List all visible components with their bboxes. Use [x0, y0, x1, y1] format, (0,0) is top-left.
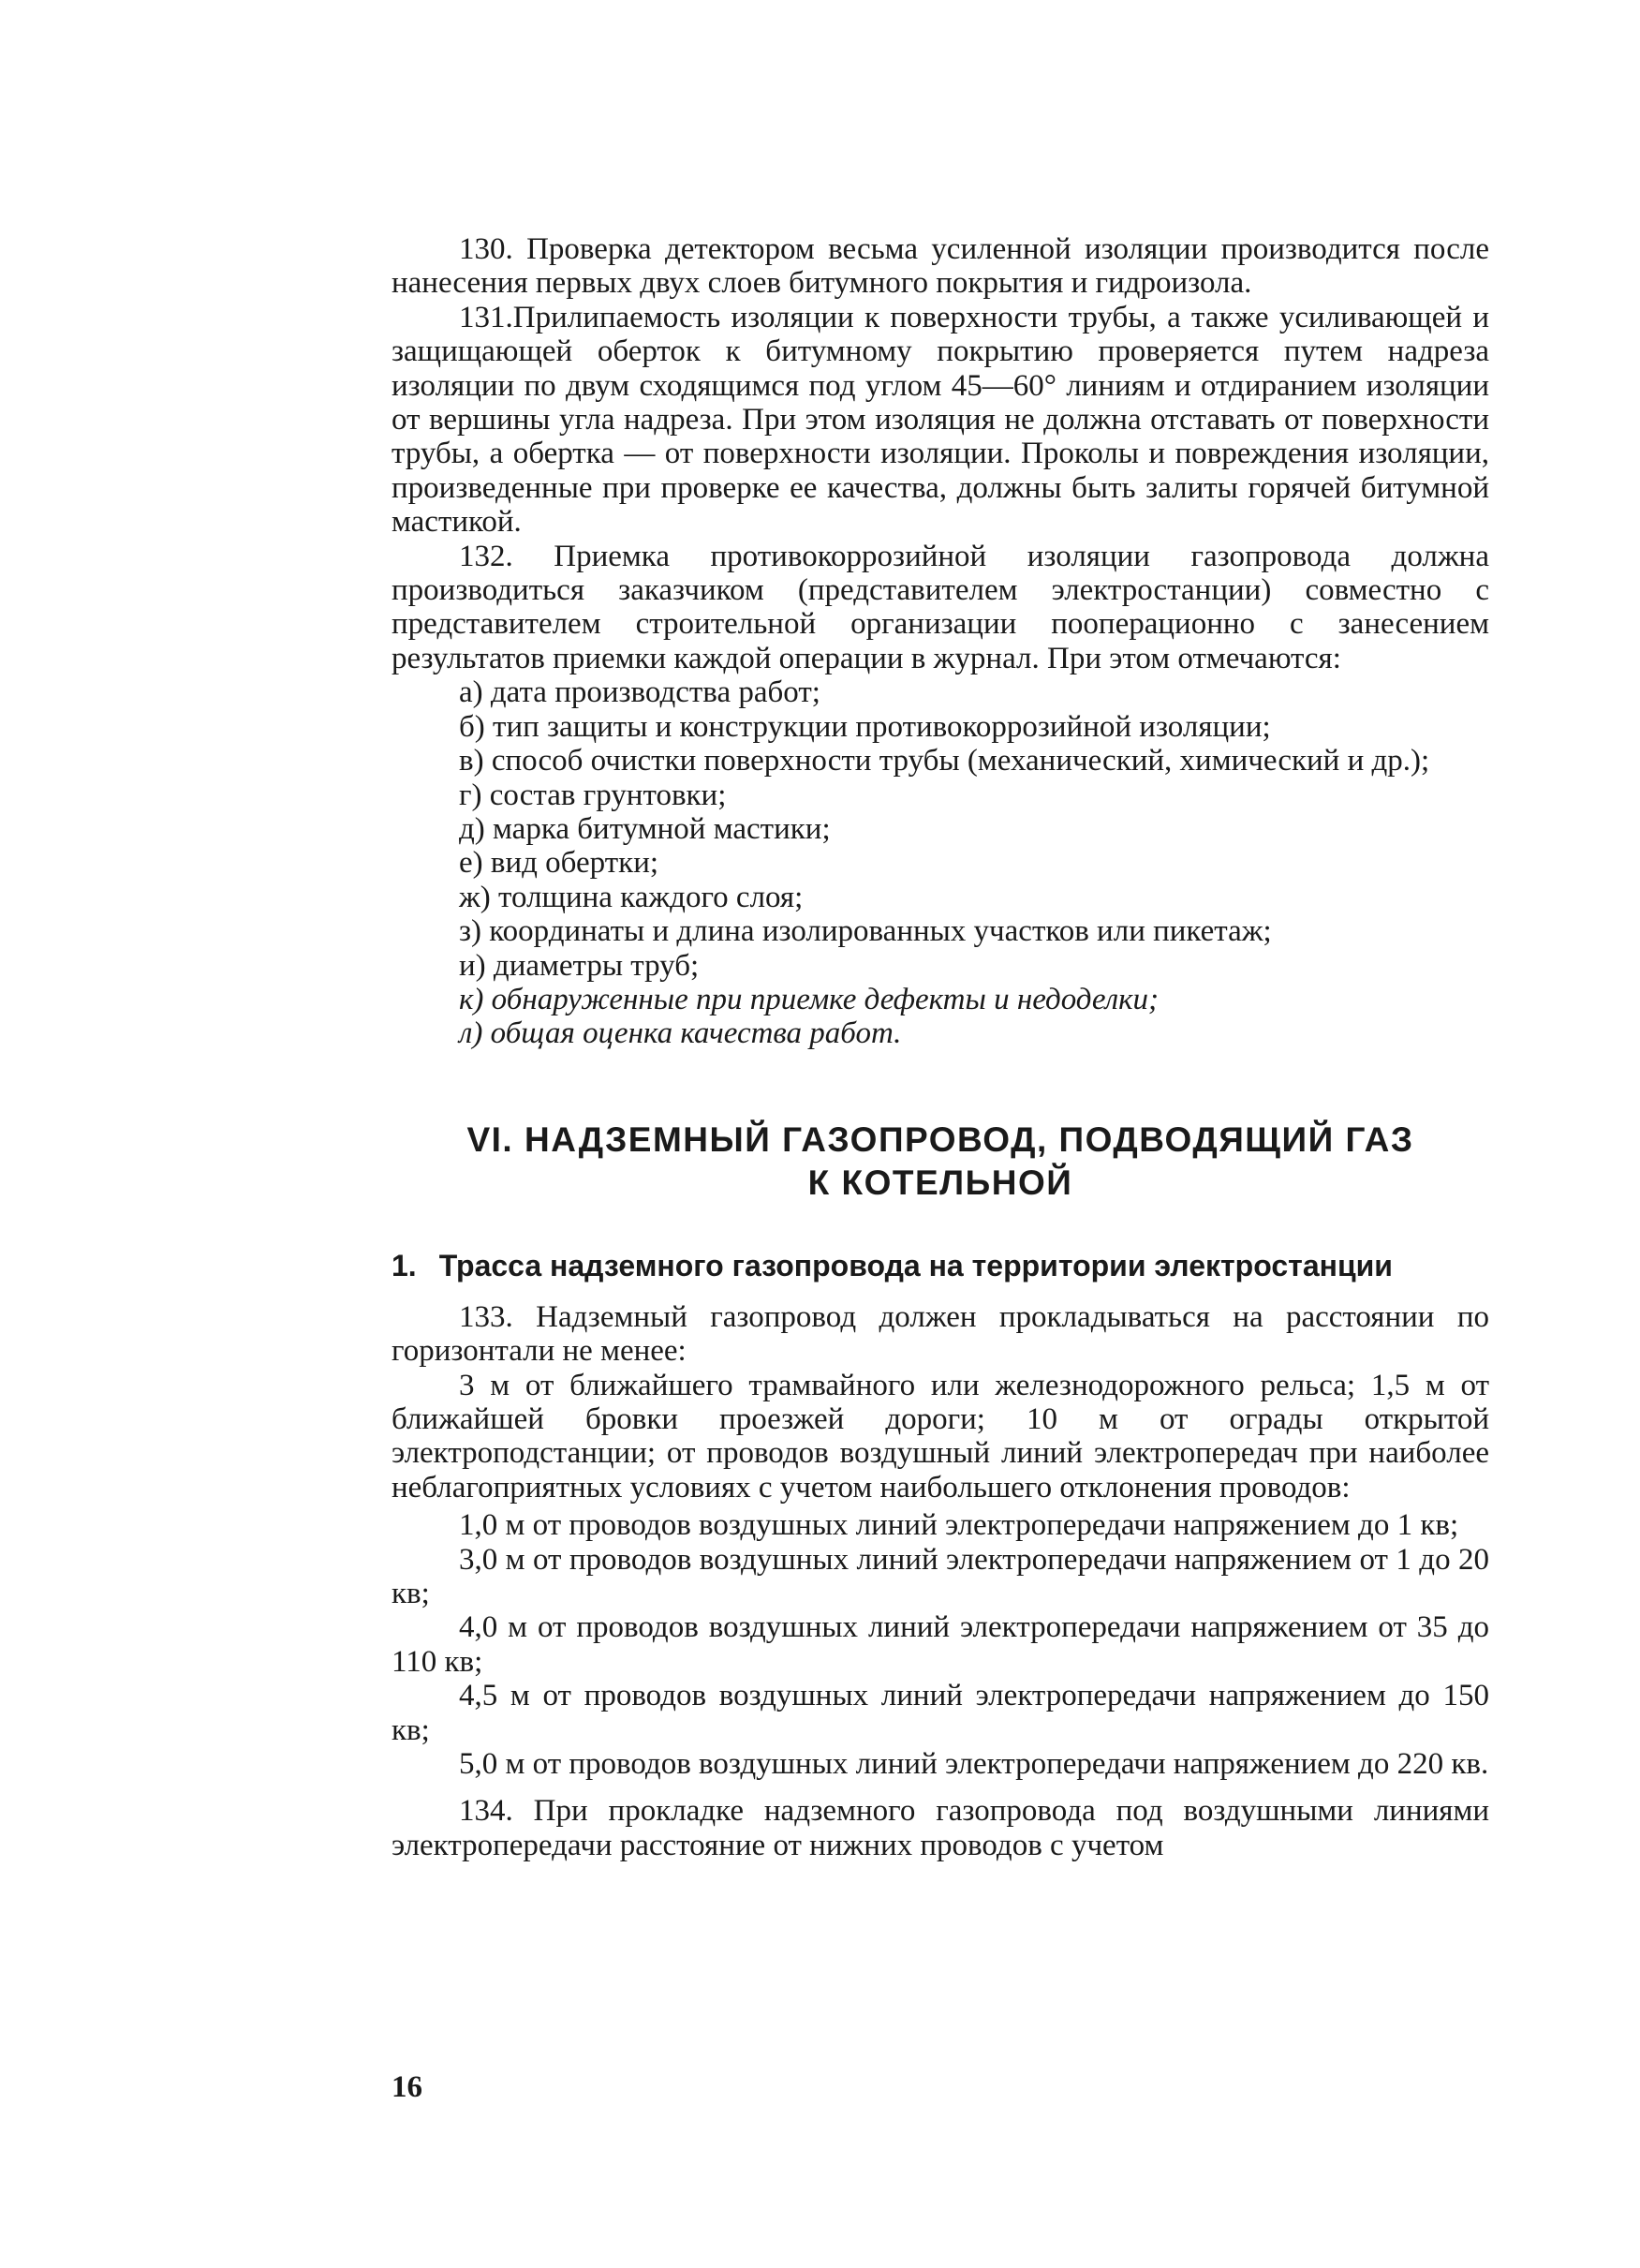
list-item: е) вид обертки;	[459, 846, 659, 881]
section-heading	[392, 1119, 1489, 1205]
paragraph-134: 134. При прокладке надземного газопровода под воздушными линиями электропередачи расстояние от нижних проводов с учетом	[392, 1794, 1489, 1862]
list-item: 1,0 м от проводов воздушных линий электропередачи напряжением до 1 кв;	[459, 1508, 1459, 1543]
subsection-heading	[392, 1248, 1489, 1283]
list-item: ж) толщина каждого слоя;	[459, 880, 804, 914]
list-item: и) диаметры труб;	[459, 948, 700, 983]
list-item: г) состав грунтовки;	[459, 778, 727, 812]
section-title-line-2: К КОТЕЛЬНОЙ	[807, 1163, 1073, 1202]
paragraph-132: 132. Приемка противокоррозийной изоляции газопровода должна производиться заказчиком (представителем электростанции) совместно с представителем строительной организации пооперационно с занесением результатов приемки каждой операции в журнал. При этом отмечаются:	[392, 539, 1489, 675]
paragraph-130: 130. Проверка детектором весьма усиленной изоляции производится после нанесения первых двух слоев битумного покрытия и гидроизола.	[392, 232, 1489, 301]
section-title-line-1: VI. НАДЗЕМНЫЙ ГАЗОПРОВОД, ПОДВОДЯЩИЙ ГАЗ	[466, 1119, 1414, 1159]
list-item: 3,0 м от проводов воздушных линий электропередачи напряжением от 1 до 20 кв;	[392, 1542, 1489, 1610]
list-item: к) обнаруженные при приемке дефекты и недоделки;	[459, 982, 1160, 1016]
list-item: з) координаты и длина изолированных участков или пикетаж;	[459, 914, 1272, 949]
list-item: 5,0 м от проводов воздушных линий электропередачи напряжением до 220 кв.	[459, 1747, 1489, 1782]
paragraph-133: 133. Надземный газопровод должен прокладываться на расстоянии по горизонтали не менее:	[392, 1299, 1489, 1369]
list-item: л) общая оценка качества работ.	[459, 1016, 902, 1051]
list-item: д) марка битумной мастики;	[459, 811, 831, 846]
list-item: 4,5 м от проводов воздушных линий электропередачи напряжением до 150 кв;	[392, 1679, 1489, 1747]
acceptance-list	[392, 675, 1489, 1050]
list-item: б) тип защиты и конструкции противокоррозийной изоляции;	[459, 709, 1271, 744]
paragraph-131: 131.Прилипаемость изоляции к поверхности трубы, а также усиливающей и защищающей оберток к битумному покрытию проверяется путем надреза изоляции по двум сходящимся под углом 45—60° линиям и отдиранием изоляции от вершины угла надреза. При этом изоляция не должна отставать от поверхности трубы, а обертка — от поверхности изоляции. Проколы и повреждения изоляции, произведенные при проверке ее качества, должны быть залиты горячей битумной мастикой.	[392, 300, 1489, 540]
list-item: 4,0 м от проводов воздушных линий электропередачи напряжением от 35 до 110 кв;	[392, 1610, 1489, 1679]
paragraph-133-detail: 3 м от ближайшего трамвайного или железнодорожного рельса; 1,5 м от ближайшей бровки проезжей дороги; 10 м от ограды открытой электроподстанции; от проводов воздушный линий электропередач при наиболее неблагоприятных условиях с учетом наибольшего отклонения проводов:	[392, 1368, 1489, 1505]
page-number: 16	[392, 2070, 422, 2104]
distance-list	[392, 1508, 1489, 1781]
subsection-title: Трасса надземного газопровода на территории электростанции	[438, 1248, 1393, 1282]
subsection-number: 1.	[392, 1248, 417, 1282]
document-page	[392, 232, 1489, 1862]
list-item: а) дата производства работ;	[459, 675, 820, 710]
list-item: в) способ очистки поверхности трубы (механический, химический и др.);	[459, 744, 1430, 778]
